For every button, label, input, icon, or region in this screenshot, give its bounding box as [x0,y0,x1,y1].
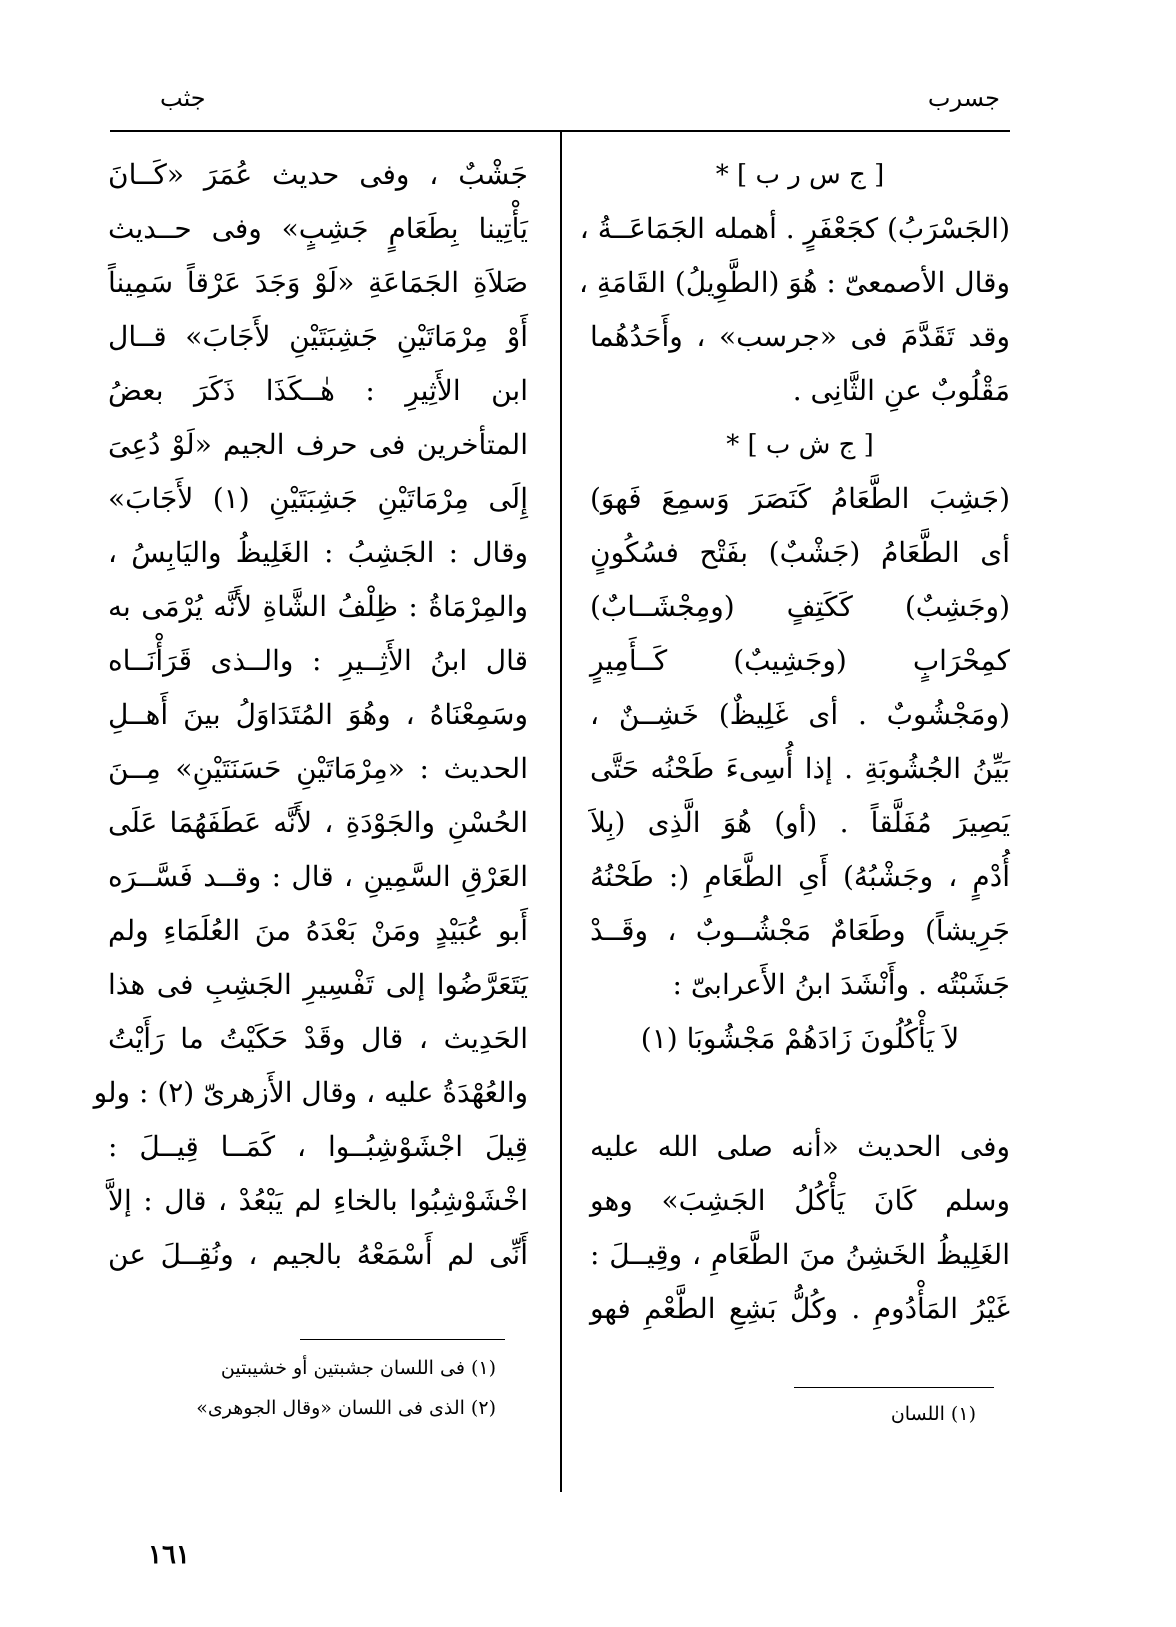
left-column-line: قال ابنُ الأَثِــيرِ : والــذى قَرَأْنَــاه [108,644,528,677]
left-column-line: والمِرْمَاةُ : ظِلْفُ الشَّاةِ لأَنَّه يُرْمَى به [108,590,528,623]
left-footnote-1: (١) فى اللسان جشبتين أو خشيبتين [220,1357,496,1379]
left-footnote-2: (٢) الذى فى اللسان «وقال الجوهرى» [196,1397,496,1419]
left-column-line: قِيلَ اجْشَوْشِبُــوا ، كَمَــا قِيــلَ : [108,1130,528,1163]
right-column-line: جَرِيشاً) وطَعَامٌ مَجْشُــوبٌ ، وقَــدْ [590,914,1010,947]
right-column-line: كمِحْرَابٍ (وجَشِيبٌ) كَــأَمِيرٍ [590,644,1010,677]
left-column [93,148,528,1282]
left-column-line: والعُهْدَةُ عليه ، وقال الأَزهرىّ (٢) : ولو [93,1076,528,1109]
left-column-line: الحديث : «مِرْمَاتَيْنِ حَسَنَتَيْنِ» مِــنَ [108,752,528,785]
left-footnote-rule [300,1339,505,1340]
right-column-line: وفى الحديث «أنه صلى الله عليه [590,1130,1010,1163]
left-column-line: وقال : الجَشِبُ : الغَلِيظُ واليَابِسُ ، [108,536,528,569]
left-column-line: الحُسْنِ والجَوْدَةِ ، لأَنَّه عَطَفَهُمَا عَلَى [108,806,528,839]
left-column-line: صَلاَةِ الجَمَاعَةِ «لَوْ وَجَدَ عَرْقاً سَمِيناً [108,266,528,299]
right-column-line: (الجَسْرَبُ) كجَعْفَرٍ . أهمله الجَمَاعَــةُ ، [579,212,1010,245]
left-column-line: الحَدِيث ، قال وقَدْ حَكَيْتُ ما رَأَيْتُ [108,1022,528,1055]
right-column-line: (ومَجْشُوبٌ . أى غَلِيظٌ) خَشِــنٌ ، [590,698,1010,731]
right-column-line: لاَ يَأْكُلُونَ زَادَهُمْ مَجْشُوبَا (١) [640,1022,960,1055]
left-column-line: جَشْبٌ ، وفى حديث عُمَرَ «كَــانَ [108,158,528,191]
right-column-line: وقال الأصمعىّ : هُوَ (الطَّوِيلُ) القَامَةِ ، [578,266,1010,299]
right-column-line: جَشَبْتُه . وأَنْشَدَ ابنُ الأَعرابىّ : [672,968,1010,1001]
right-column-line [590,1066,1010,1120]
right-column-line: أى الطَّعَامُ (جَشْبٌ) بفَتْح فسُكُونٍ [590,536,1010,569]
right-column-entry-heading: [ ج س ر ب ] * [715,160,885,190]
right-footnote: (١) اللسان [890,1403,976,1425]
right-column-line: أُدْمٍ ، وجَشْبُهُ) أَىِ الطَّعَامِ (: طَحْنُهُ [590,860,1010,893]
running-header-left: جثب [160,84,206,112]
right-footnote-rule [794,1387,994,1388]
running-header-right: جسرب [927,84,1000,112]
left-column-line: يَأْتِينا بِطَعَامٍ جَشِبٍ» وفى حــديث [108,212,528,245]
right-column-line: الغَلِيظُ الخَشِنُ منَ الطَّعَامِ ، وقِيــلَ : [590,1238,1010,1271]
right-column-line: غَيْرُ المَأْدُومِ . وكُلُّ بَشِعِ الطَّعْمِ فهو [590,1292,1010,1325]
right-column-line: مَقْلُوبٌ عنِ الثَّانِى . [792,374,1010,407]
right-column-line: وسلم كَانَ يَأْكُلُ الجَشِبَ» وهو [590,1184,1010,1217]
right-column-line: وقد تَقَدَّمَ فى «جرسب» ، وأَحَدُهُما [590,320,1010,353]
right-column [578,148,1010,1336]
left-column-line: أَوْ مِرْمَاتَيْنِ جَشِبَتَيْنِ لأَجَابَ» قــال [108,320,528,353]
left-column-line: العَرْقِ السَّمِينِ ، قال : وقــد فَسَّــرَه [108,860,528,893]
right-column-entry-heading: [ ج ش ب ] * [726,430,874,460]
left-column-line: يَتَعَرَّضُوا إلى تَفْسِيرِ الجَشِبِ فى هذا [108,968,528,1001]
left-column-line: وسَمِعْنَاهُ ، وهُوَ المُتَدَاوَلُ بينَ أَهــلِ [108,698,528,731]
left-column-line: أَنِّى لم أَسْمَعْهُ بالجيم ، ونُقِــلَ عن [108,1238,528,1271]
right-column-line: (وجَشِبٌ) كَكَتِفٍ (ومِجْشَــابٌ) [590,590,1010,623]
left-column-line: المتأخرين فى حرف الجيم «لَوْ دُعِىَ [108,428,528,461]
left-column-line: إِلَى مِرْمَاتَيْنِ جَشِبَتَيْنِ (١) لأَجَابَ» [108,482,528,515]
left-column-line: اخْشَوْشِبُوا بالخاءِ لم يَبْعُدْ ، قال : إلاَّ [108,1184,528,1217]
right-column-line: (جَشِبَ الطَّعَامُ كَنَصَرَ وَسمِعَ فَهوَ) [590,482,1010,515]
right-column-line: يَصِيرَ مُفَلَّقاً . (أو) هُوَ الَّذِى (بِلاَ [590,806,1010,839]
left-column-line: ابن الأَثِيرِ : هٰــكَذَا ذَكَرَ بعضُ [108,374,528,407]
column-divider [560,132,562,1492]
page-number: ١٦١ [148,1540,190,1570]
right-column-line: بَيِّنُ الجُشُوبَةِ . إذا أُسِىءَ طَحْنُه حَتَّى [590,752,1010,785]
left-column-line: أَبو عُبَيْدٍ ومَنْ بَعْدَهُ منَ العُلَمَاءِ ولم [108,914,528,947]
